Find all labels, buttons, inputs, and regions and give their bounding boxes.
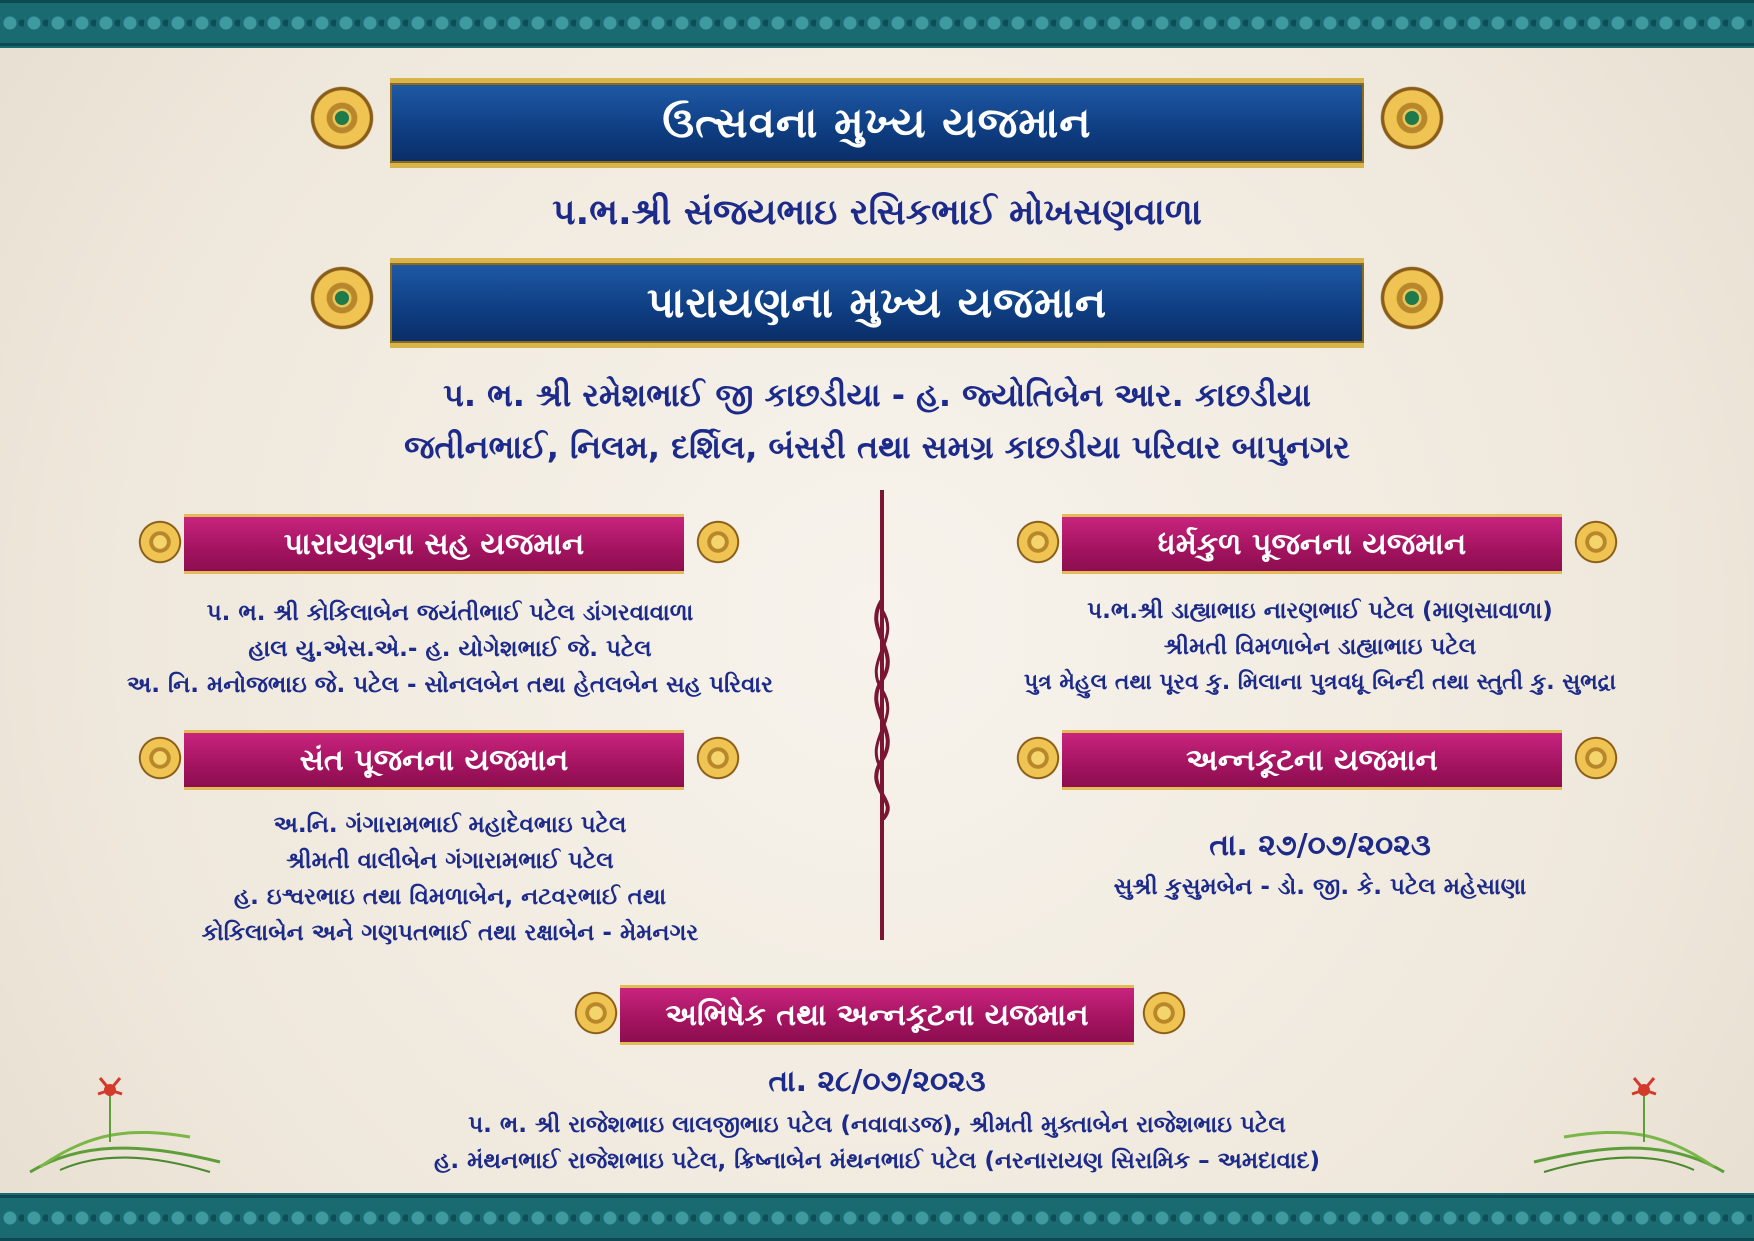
mini-scroll-ornament-icon: [1566, 728, 1626, 788]
parayan-host-line-2: જતીનભાઈ, નિલમ, દર્શિલ, બંસરી તથા સમગ્ર કાછડીયા પરિવાર બાપુનગર: [404, 428, 1350, 466]
parayan-host-title: પારાયણના મુખ્ય યજમાન: [646, 278, 1108, 327]
parayan-host-line-1: પ. ભ. શ્રી રમેશભાઈ જી કાછડીયા - હ. જ્યોતિબેન આર. કાછડીયા: [443, 376, 1311, 414]
left-scroll-ornament-icon: [292, 248, 392, 348]
annakut-date: તા. ૨૭/૦૭/૨૦૨૩: [1209, 828, 1431, 863]
abhishek-title: અભિષેક તથા અન્નકૂટના યજમાન: [665, 997, 1089, 1033]
right-flower-decoration-icon: [1524, 1072, 1734, 1182]
abhishek-line-1: પ. ભ. શ્રી રાજેશભાઇ લાલજીભાઇ પટેલ (નવાવાડજ), શ્રીમતી મુક્તાબેન રાજેશભાઇ પટેલ: [468, 1112, 1286, 1138]
festival-host-title: ઉત્સવના મુખ્ય યજમાન: [662, 98, 1092, 147]
dharmakul-title: ધર્મકુળ પૂજનના યજમાન: [1157, 526, 1467, 562]
center-divider-ornament: [858, 600, 906, 820]
dharmakul-line-1: પ.ભ.શ્રી ડાહ્યાભાઇ નારણભાઈ પટેલ (માણસાવાળા): [1087, 598, 1553, 624]
sant-pujan-line-3: હ. ઇશ્વરભાઇ તથા વિમળાબેન, નટવરભાઈ તથા: [233, 884, 667, 910]
bottom-border-line: [0, 1193, 1754, 1195]
sant-pujan-line-1: અ.નિ. ગંગારામભાઈ મહાદેવભાઇ પટેલ: [273, 812, 627, 838]
bottom-ornamental-border: [0, 1195, 1754, 1241]
mini-scroll-ornament-icon: [130, 512, 190, 572]
mini-scroll-ornament-icon: [1566, 512, 1626, 572]
festival-host-banner: [390, 78, 1364, 168]
dharmakul-line-2: શ્રીમતી વિમળાબેન ડાહ્યાભાઇ પટેલ: [1163, 634, 1477, 660]
mini-scroll-ornament-icon: [1134, 983, 1194, 1043]
parayan-host-banner: [390, 258, 1364, 348]
co-host-title: પારાયણના સહ યજમાન: [283, 526, 585, 562]
dharmakul-line-3: પુત્ર મેહુલ તથા પૂરવ કુ. મિલાના પુત્રવધૂ બિન્દી તથા સ્તુતી કુ. સુભદ્રા: [1023, 670, 1617, 695]
abhishek-date: તા. ૨૮/૦૭/૨૦૨૩: [768, 1064, 986, 1099]
left-scroll-ornament-icon: [292, 68, 392, 168]
mini-scroll-ornament-icon: [130, 728, 190, 788]
top-ornamental-border: [0, 0, 1754, 46]
abhishek-line-2: હ. મંથનભાઈ રાજેશભાઇ પટેલ, ક્રિષ્નાબેન મંથનભાઈ પટેલ (નરનારાયણ સિરામિક – અમદાવાદ): [434, 1148, 1320, 1174]
left-flower-decoration-icon: [20, 1072, 230, 1182]
annakut-banner: [1062, 730, 1562, 790]
sant-pujan-banner: [184, 730, 684, 790]
abhishek-banner: [620, 985, 1134, 1045]
right-scroll-ornament-icon: [1362, 248, 1462, 348]
annakut-title: અન્નકૂટના યજમાન: [1186, 742, 1438, 778]
right-scroll-ornament-icon: [1362, 68, 1462, 168]
sant-pujan-title: સંત પૂજનના યજમાન: [299, 742, 569, 778]
mini-scroll-ornament-icon: [1008, 512, 1068, 572]
top-border-line: [0, 46, 1754, 48]
festival-host-name: પ.ભ.શ્રી સંજયભાઇ રસિકભાઈ મોખસણવાળા: [552, 192, 1202, 233]
co-host-line-2: હાલ યુ.એસ.એ.- હ. યોગેશભાઈ જે. પટેલ: [248, 636, 652, 662]
co-host-banner: [184, 514, 684, 574]
mini-scroll-ornament-icon: [688, 512, 748, 572]
co-host-line-3: અ. નિ. મનોજભાઇ જે. પટેલ - સોનલબેન તથા હેતલબેન સહ પરિવાર: [126, 672, 774, 698]
mini-scroll-ornament-icon: [688, 728, 748, 788]
mini-scroll-ornament-icon: [1008, 728, 1068, 788]
annakut-line: સુશ્રી કુસુમબેન - ડો. જી. કે. પટેલ મહેસાણા: [1113, 874, 1527, 900]
sant-pujan-line-4: કોકિલાબેન અને ગણપતભાઈ તથા રક્ષાબેન - મેમનગર: [201, 920, 699, 946]
dharmakul-banner: [1062, 514, 1562, 574]
mini-scroll-ornament-icon: [566, 983, 626, 1043]
co-host-line-1: પ. ભ. શ્રી કોકિલાબેન જયંતીભાઈ પટેલ ડાંગરવાવાળા: [206, 600, 694, 626]
sant-pujan-line-2: શ્રીમતી વાલીબેન ગંગારામભાઈ પટેલ: [286, 848, 614, 874]
